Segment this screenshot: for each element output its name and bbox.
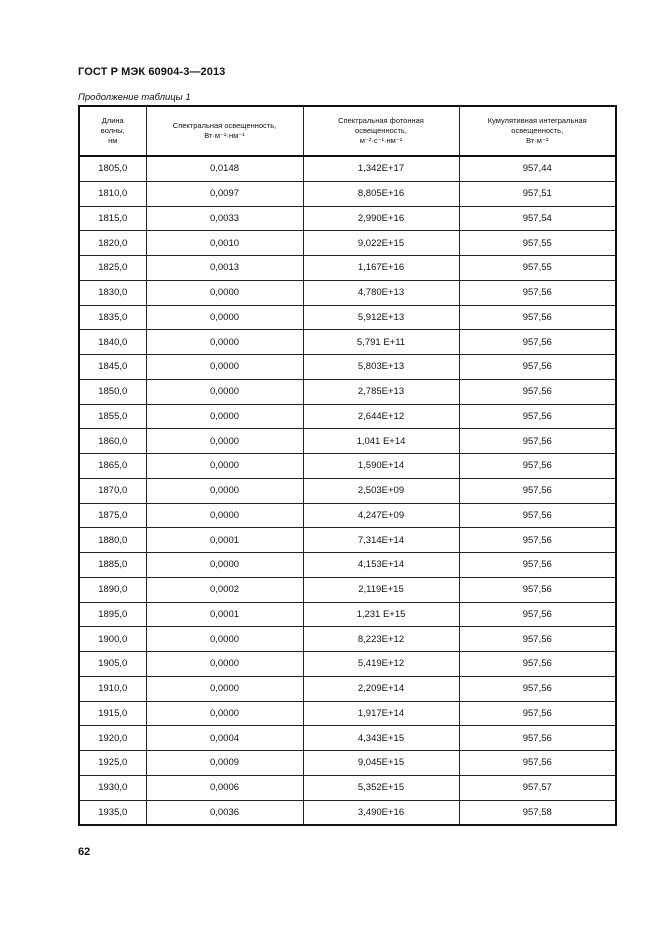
- cell-photon-irradiance: 5,419E+12: [303, 652, 459, 677]
- cell-cumulative-irradiance: 957,56: [459, 751, 616, 776]
- spectral-data-table: [78, 105, 617, 826]
- cell-spectral-irradiance: 0,0006: [146, 775, 303, 800]
- cell-photon-irradiance: 1,590E+14: [303, 454, 459, 479]
- cell-wavelength: 1865,0: [79, 454, 146, 479]
- cell-photon-irradiance: 1,041 E+14: [303, 429, 459, 454]
- cell-cumulative-irradiance: 957,56: [459, 305, 616, 330]
- table-row: [79, 751, 616, 776]
- cell-wavelength: 1920,0: [79, 726, 146, 751]
- cell-cumulative-irradiance: 957,56: [459, 379, 616, 404]
- cell-spectral-irradiance: 0,0000: [146, 701, 303, 726]
- cell-wavelength: 1815,0: [79, 206, 146, 231]
- cell-photon-irradiance: 3,490E+16: [303, 800, 459, 825]
- cell-cumulative-irradiance: 957,56: [459, 528, 616, 553]
- table-row: [79, 305, 616, 330]
- cell-wavelength: 1860,0: [79, 429, 146, 454]
- cell-cumulative-irradiance: 957,56: [459, 553, 616, 578]
- table-row: [79, 602, 616, 627]
- table-row: [79, 627, 616, 652]
- table-row: [79, 231, 616, 256]
- cell-spectral-irradiance: 0,0001: [146, 602, 303, 627]
- document-title: ГОСТ Р МЭК 60904-3—2013: [78, 66, 226, 78]
- cell-cumulative-irradiance: 957,56: [459, 355, 616, 380]
- cell-cumulative-irradiance: 957,55: [459, 231, 616, 256]
- cell-wavelength: 1830,0: [79, 280, 146, 305]
- header-cumulative-irradiance: Кумулятивная интегральная освещенность, Вт·м⁻²: [459, 106, 616, 156]
- cell-cumulative-irradiance: 957,56: [459, 454, 616, 479]
- cell-spectral-irradiance: 0,0000: [146, 478, 303, 503]
- cell-cumulative-irradiance: 957,56: [459, 652, 616, 677]
- cell-photon-irradiance: 2,503E+09: [303, 478, 459, 503]
- cell-spectral-irradiance: 0,0000: [146, 652, 303, 677]
- cell-photon-irradiance: 4,247E+09: [303, 503, 459, 528]
- cell-cumulative-irradiance: 957,56: [459, 602, 616, 627]
- table-row: [79, 454, 616, 479]
- cell-wavelength: 1875,0: [79, 503, 146, 528]
- table-row: [79, 156, 616, 181]
- table-row: [79, 553, 616, 578]
- cell-cumulative-irradiance: 957,56: [459, 404, 616, 429]
- cell-spectral-irradiance: 0,0000: [146, 503, 303, 528]
- cell-spectral-irradiance: 0,0000: [146, 280, 303, 305]
- table-body: [79, 156, 616, 825]
- cell-photon-irradiance: 1,167E+16: [303, 256, 459, 281]
- cell-spectral-irradiance: 0,0000: [146, 355, 303, 380]
- table-row: [79, 429, 616, 454]
- cell-wavelength: 1805,0: [79, 156, 146, 181]
- table-row: [79, 379, 616, 404]
- cell-photon-irradiance: 2,644E+12: [303, 404, 459, 429]
- cell-cumulative-irradiance: 957,54: [459, 206, 616, 231]
- table-row: [79, 503, 616, 528]
- cell-cumulative-irradiance: 957,56: [459, 280, 616, 305]
- table-row: [79, 478, 616, 503]
- cell-wavelength: 1905,0: [79, 652, 146, 677]
- cell-wavelength: 1895,0: [79, 602, 146, 627]
- cell-wavelength: 1820,0: [79, 231, 146, 256]
- cell-spectral-irradiance: 0,0036: [146, 800, 303, 825]
- cell-cumulative-irradiance: 957,44: [459, 156, 616, 181]
- table-header-row: [79, 106, 616, 156]
- cell-spectral-irradiance: 0,0001: [146, 528, 303, 553]
- cell-photon-irradiance: 8,805E+16: [303, 181, 459, 206]
- cell-cumulative-irradiance: 957,51: [459, 181, 616, 206]
- cell-cumulative-irradiance: 957,57: [459, 775, 616, 800]
- table-row: [79, 800, 616, 825]
- cell-photon-irradiance: 5,912E+13: [303, 305, 459, 330]
- table-row: [79, 652, 616, 677]
- cell-photon-irradiance: 9,022E+15: [303, 231, 459, 256]
- cell-cumulative-irradiance: 957,56: [459, 330, 616, 355]
- cell-spectral-irradiance: 0,0000: [146, 676, 303, 701]
- table-row: [79, 206, 616, 231]
- table-row: [79, 726, 616, 751]
- cell-wavelength: 1855,0: [79, 404, 146, 429]
- cell-spectral-irradiance: 0,0097: [146, 181, 303, 206]
- table-row: [79, 775, 616, 800]
- table-row: [79, 701, 616, 726]
- cell-wavelength: 1870,0: [79, 478, 146, 503]
- cell-wavelength: 1880,0: [79, 528, 146, 553]
- cell-photon-irradiance: 1,231 E+15: [303, 602, 459, 627]
- cell-photon-irradiance: 7,314E+14: [303, 528, 459, 553]
- cell-photon-irradiance: 4,780E+13: [303, 280, 459, 305]
- cell-photon-irradiance: 2,209E+14: [303, 676, 459, 701]
- cell-photon-irradiance: 2,785E+13: [303, 379, 459, 404]
- cell-wavelength: 1850,0: [79, 379, 146, 404]
- header-wavelength: Длина волны, нм: [79, 106, 146, 156]
- cell-wavelength: 1885,0: [79, 553, 146, 578]
- cell-spectral-irradiance: 0,0033: [146, 206, 303, 231]
- cell-photon-irradiance: 1,917E+14: [303, 701, 459, 726]
- cell-cumulative-irradiance: 957,56: [459, 676, 616, 701]
- cell-wavelength: 1935,0: [79, 800, 146, 825]
- cell-photon-irradiance: 2,990E+16: [303, 206, 459, 231]
- cell-wavelength: 1915,0: [79, 701, 146, 726]
- table-row: [79, 330, 616, 355]
- cell-wavelength: 1825,0: [79, 256, 146, 281]
- cell-spectral-irradiance: 0,0000: [146, 404, 303, 429]
- cell-cumulative-irradiance: 957,56: [459, 701, 616, 726]
- cell-wavelength: 1845,0: [79, 355, 146, 380]
- cell-photon-irradiance: 9,045E+15: [303, 751, 459, 776]
- cell-spectral-irradiance: 0,0002: [146, 577, 303, 602]
- cell-wavelength: 1835,0: [79, 305, 146, 330]
- cell-photon-irradiance: 4,153E+14: [303, 553, 459, 578]
- cell-spectral-irradiance: 0,0004: [146, 726, 303, 751]
- cell-spectral-irradiance: 0,0000: [146, 454, 303, 479]
- cell-spectral-irradiance: 0,0000: [146, 429, 303, 454]
- cell-cumulative-irradiance: 957,56: [459, 503, 616, 528]
- cell-spectral-irradiance: 0,0000: [146, 330, 303, 355]
- cell-cumulative-irradiance: 957,56: [459, 577, 616, 602]
- cell-wavelength: 1930,0: [79, 775, 146, 800]
- cell-cumulative-irradiance: 957,55: [459, 256, 616, 281]
- table-row: [79, 528, 616, 553]
- cell-photon-irradiance: 1,342E+17: [303, 156, 459, 181]
- cell-photon-irradiance: 5,803E+13: [303, 355, 459, 380]
- page-number: 62: [78, 846, 91, 858]
- cell-spectral-irradiance: 0,0000: [146, 305, 303, 330]
- cell-cumulative-irradiance: 957,58: [459, 800, 616, 825]
- table-row: [79, 355, 616, 380]
- cell-photon-irradiance: 2,119E+15: [303, 577, 459, 602]
- cell-wavelength: 1890,0: [79, 577, 146, 602]
- cell-photon-irradiance: 4,343E+15: [303, 726, 459, 751]
- cell-spectral-irradiance: 0,0000: [146, 553, 303, 578]
- cell-wavelength: 1900,0: [79, 627, 146, 652]
- table-row: [79, 181, 616, 206]
- cell-cumulative-irradiance: 957,56: [459, 478, 616, 503]
- table-row: [79, 577, 616, 602]
- cell-spectral-irradiance: 0,0148: [146, 156, 303, 181]
- table-caption: Продолжение таблицы 1: [78, 92, 191, 103]
- cell-spectral-irradiance: 0,0000: [146, 379, 303, 404]
- cell-spectral-irradiance: 0,0010: [146, 231, 303, 256]
- cell-cumulative-irradiance: 957,56: [459, 726, 616, 751]
- cell-wavelength: 1910,0: [79, 676, 146, 701]
- table-row: [79, 676, 616, 701]
- header-spectral-irradiance: Спектральная освещенность, Вт·м⁻²·нм⁻¹: [146, 106, 303, 156]
- cell-spectral-irradiance: 0,0000: [146, 627, 303, 652]
- cell-spectral-irradiance: 0,0013: [146, 256, 303, 281]
- table-row: [79, 404, 616, 429]
- header-photon-irradiance: Спектральная фотонная освещенность, м⁻²·с⁻¹·нм⁻¹: [303, 106, 459, 156]
- cell-cumulative-irradiance: 957,56: [459, 627, 616, 652]
- cell-photon-irradiance: 5,791 E+11: [303, 330, 459, 355]
- cell-wavelength: 1810,0: [79, 181, 146, 206]
- cell-spectral-irradiance: 0,0009: [146, 751, 303, 776]
- cell-cumulative-irradiance: 957,56: [459, 429, 616, 454]
- table-row: [79, 280, 616, 305]
- cell-wavelength: 1925,0: [79, 751, 146, 776]
- cell-wavelength: 1840,0: [79, 330, 146, 355]
- cell-photon-irradiance: 5,352E+15: [303, 775, 459, 800]
- cell-photon-irradiance: 8,223E+12: [303, 627, 459, 652]
- table-row: [79, 256, 616, 281]
